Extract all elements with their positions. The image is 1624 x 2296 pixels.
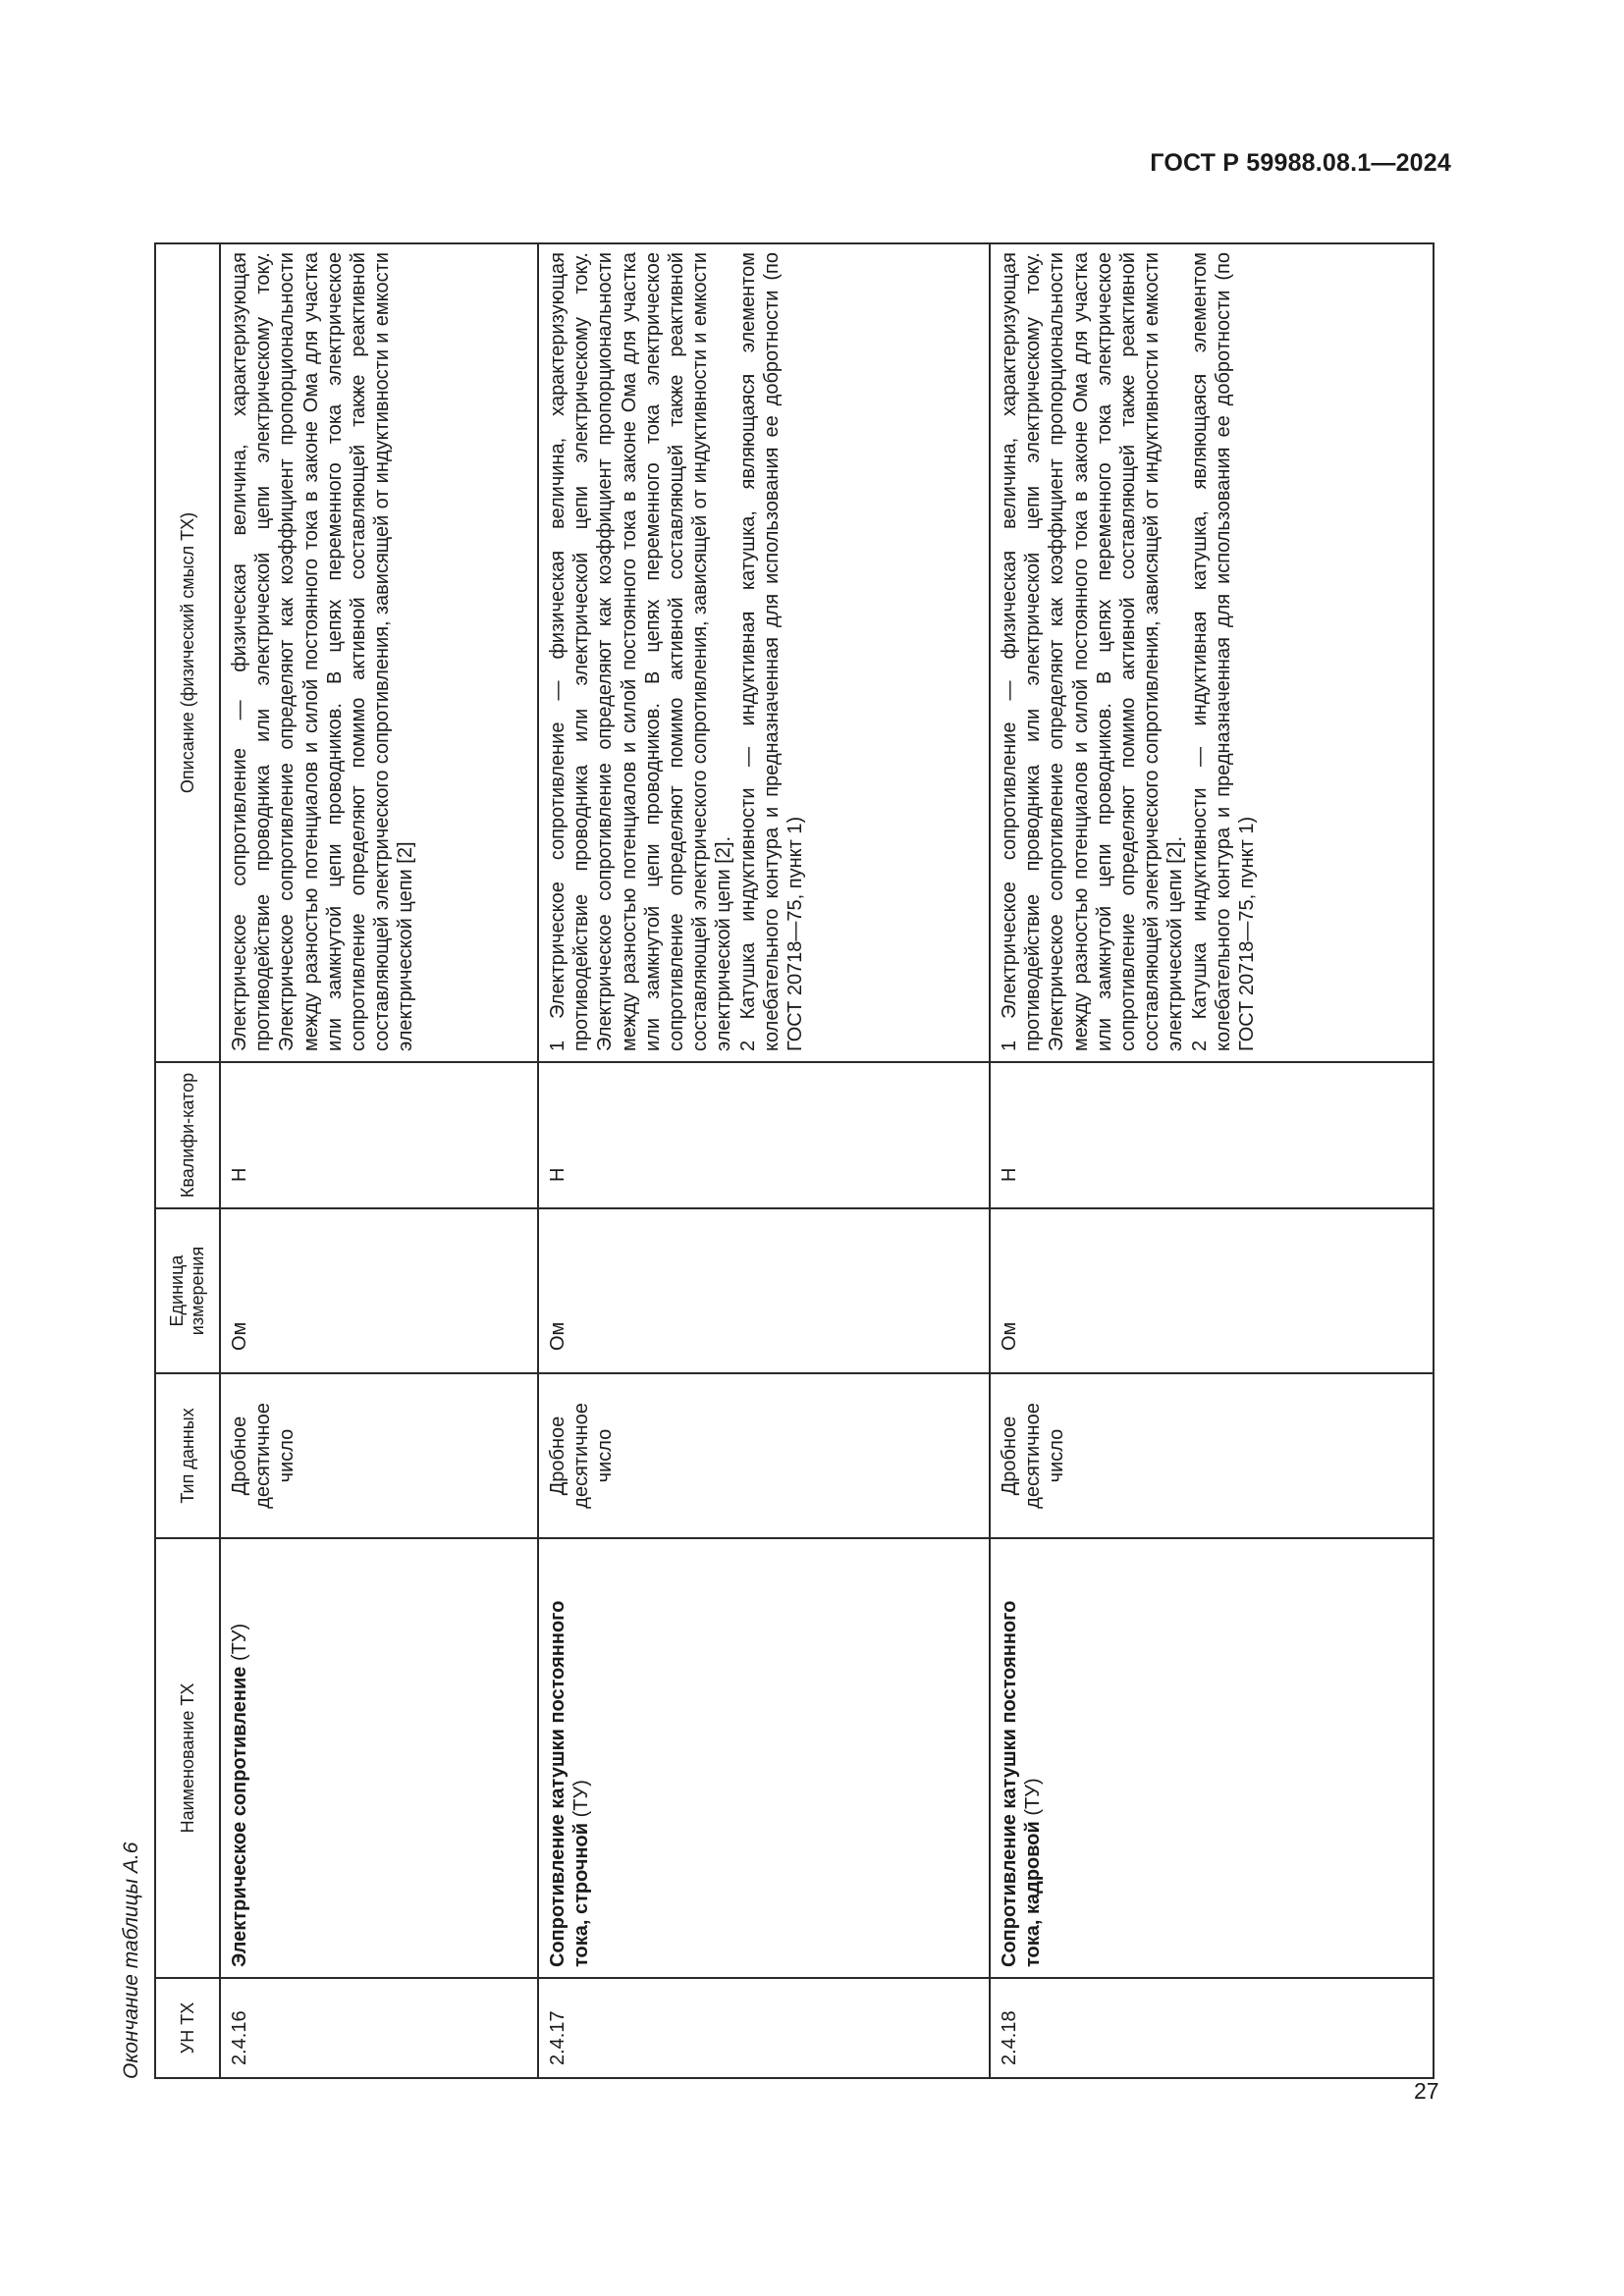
name-rest: (ТУ) [570,1780,593,1823]
cell-un: 2.4.18 [990,1978,1434,2078]
rotated-table-area [111,102,1391,2079]
cell-name [220,1538,538,1978]
cell-type: Дробное десятичное число [538,1373,990,1538]
document-code: ГОСТ Р 59988.08.1—2024 [1150,149,1451,177]
cell-unit: Ом [220,1208,538,1373]
cell-unit: Ом [538,1208,990,1373]
cell-description [538,243,990,1062]
name-rest: (ТУ) [1022,1778,1045,1822]
table-row [538,243,990,2078]
header-qualifier: Квалифи-катор [155,1062,220,1208]
description-line: Электрическое сопротивление — физическая величина, характеризующая противодействие проводника или электрической цепи электрическому току. Электрическое сопротивление определяют как коэффициент пропорциональности между разностью потенциалов и силой постоянного тока в законе Ома для участка или замкнутой цепи проводников. В цепях переменного тока электрическое сопротивление определяют помимо активной составляющей также реактивной составляющей электрического сопротивления, зависящей от индуктивности и емкости электрической цепи [2] [229,252,417,1051]
name-bold: Сопротивление катушки постоянного тока, кадровой [999,1600,1045,1967]
description-line: 1 Электрическое сопротивление — физическая величина, характеризующая противодействие проводника или электрической цепи электрическому току. Электрическое сопротивление определяют как коэффициент пропорциональности между разностью потенциалов и силой постоянного тока в законе Ома для участка или замкнутой цепи проводников. В цепях переменного тока электрическое сопротивление определяют помимо активной составляющей также реактивной составляющей электрического сопротивления, зависящей от индуктивности и емкости электрической цепи [2]. [999,252,1187,1051]
page-number: 27 [1414,2078,1439,2104]
cell-name [538,1538,990,1978]
table-caption: Окончание таблицы А.6 [120,1842,142,2079]
cell-unit: Ом [990,1208,1434,1373]
cell-description [990,243,1434,1062]
header-unit: Единица измерения [155,1208,220,1373]
cell-qualifier: Н [990,1062,1434,1208]
characteristics-table [154,242,1435,2079]
cell-un: 2.4.16 [220,1978,538,2078]
description-line: 2 Катушка индуктивности — индуктивная катушка, являющаяся элементом колебательного контура и предназначенная для использования ее добротности (по ГОСТ 20718—75, пункт 1) [736,252,807,1051]
cell-name [990,1538,1434,1978]
table-header-row [155,243,220,2078]
header-name: Наименование ТХ [155,1538,220,1978]
description-line: 2 Катушка индуктивности — индуктивная катушка, являющаяся элементом колебательного контура и предназначенная для использования ее добротности (по ГОСТ 20718—75, пункт 1) [1188,252,1259,1051]
name-rest: (ТУ) [229,1623,250,1667]
table-row [220,243,538,2078]
cell-qualifier: Н [220,1062,538,1208]
cell-qualifier: Н [538,1062,990,1208]
description-line: 1 Электрическое сопротивление — физическая величина, характеризующая противодействие проводника или электрической цепи электрическому току. Электрическое сопротивление определяют как коэффициент пропорциональности между разностью потенциалов и силой постоянного тока в законе Ома для участка или замкнутой цепи проводников. В цепях переменного тока электрическое сопротивление определяют помимо активной составляющей также реактивной составляющей электрического сопротивления, зависящей от индуктивности и емкости электрической цепи [2]. [547,252,735,1051]
name-bold: Электрическое сопротивление [229,1666,250,1967]
table-row [990,243,1434,2078]
cell-type: Дробное десятичное число [220,1373,538,1538]
cell-type: Дробное десятичное число [990,1373,1434,1538]
header-type: Тип данных [155,1373,220,1538]
header-un: УН ТХ [155,1978,220,2078]
name-bold: Сопротивление катушки постоянного тока, строчной [547,1600,593,1967]
header-description: Описание (физический смысл ТХ) [155,243,220,1062]
cell-un: 2.4.17 [538,1978,990,2078]
cell-description [220,243,538,1062]
